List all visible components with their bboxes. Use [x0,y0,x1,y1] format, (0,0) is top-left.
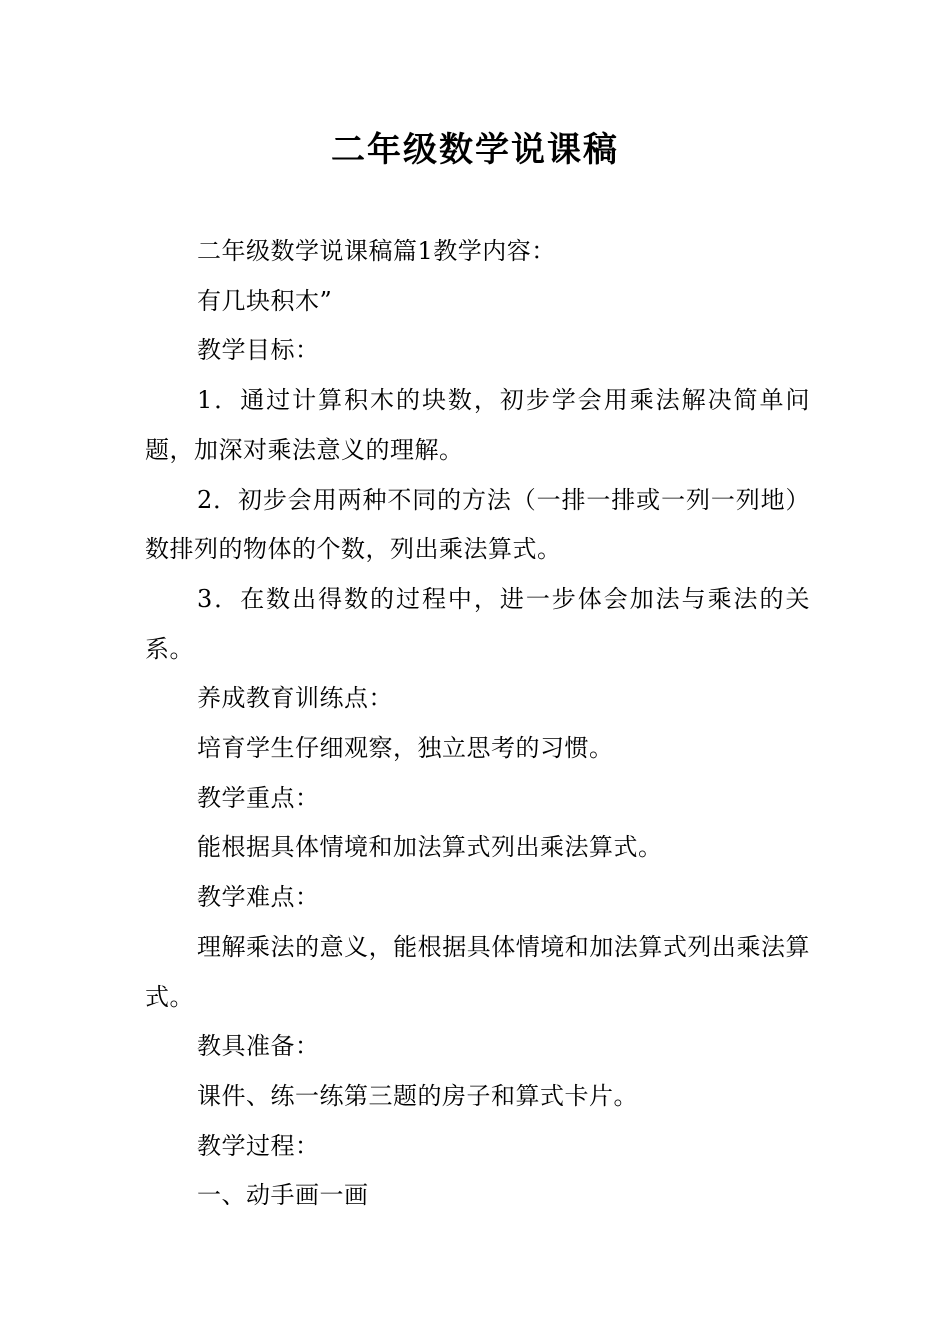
document-title: 二年级数学说课稿 [331,130,619,170]
section-heading: 教学过程： [197,1131,320,1160]
paragraph: 课件、练一练第三题的房子和算式卡片。 [197,1081,638,1110]
paragraph: 有几块积木” [197,286,333,315]
section-heading: 养成教育训练点： [197,684,393,713]
paragraph: 能根据具体情境和加法算式列出乘法算式。 [197,833,663,862]
section-heading: 教学重点： [197,783,320,812]
list-item: 3．在数出得数的过程中，进一步体会加法与乘法的关系。 [145,584,810,663]
section-heading: 教学目标： [197,336,320,365]
list-item: 1．通过计算积木的块数，初步学会用乘法解决简单问题，加深对乘法意义的理解。 [145,386,810,464]
paragraph: 二年级数学说课稿篇1教学内容： [197,237,556,265]
list-item: 2．初步会用两种不同的方法（一排一排或一列一列地）数排列的物体的个数，列出乘法算式。 [145,485,810,564]
section-heading: 教学难点： [197,883,320,912]
paragraph: 一、动手画一画 [197,1181,369,1210]
paragraph: 理解乘法的意义，能根据具体情境和加法算式列出乘法算式。 [145,932,810,1011]
document-body [145,227,810,1221]
section-heading: 教具准备： [197,1032,320,1061]
paragraph: 培育学生仔细观察，独立思考的习惯。 [197,734,614,763]
